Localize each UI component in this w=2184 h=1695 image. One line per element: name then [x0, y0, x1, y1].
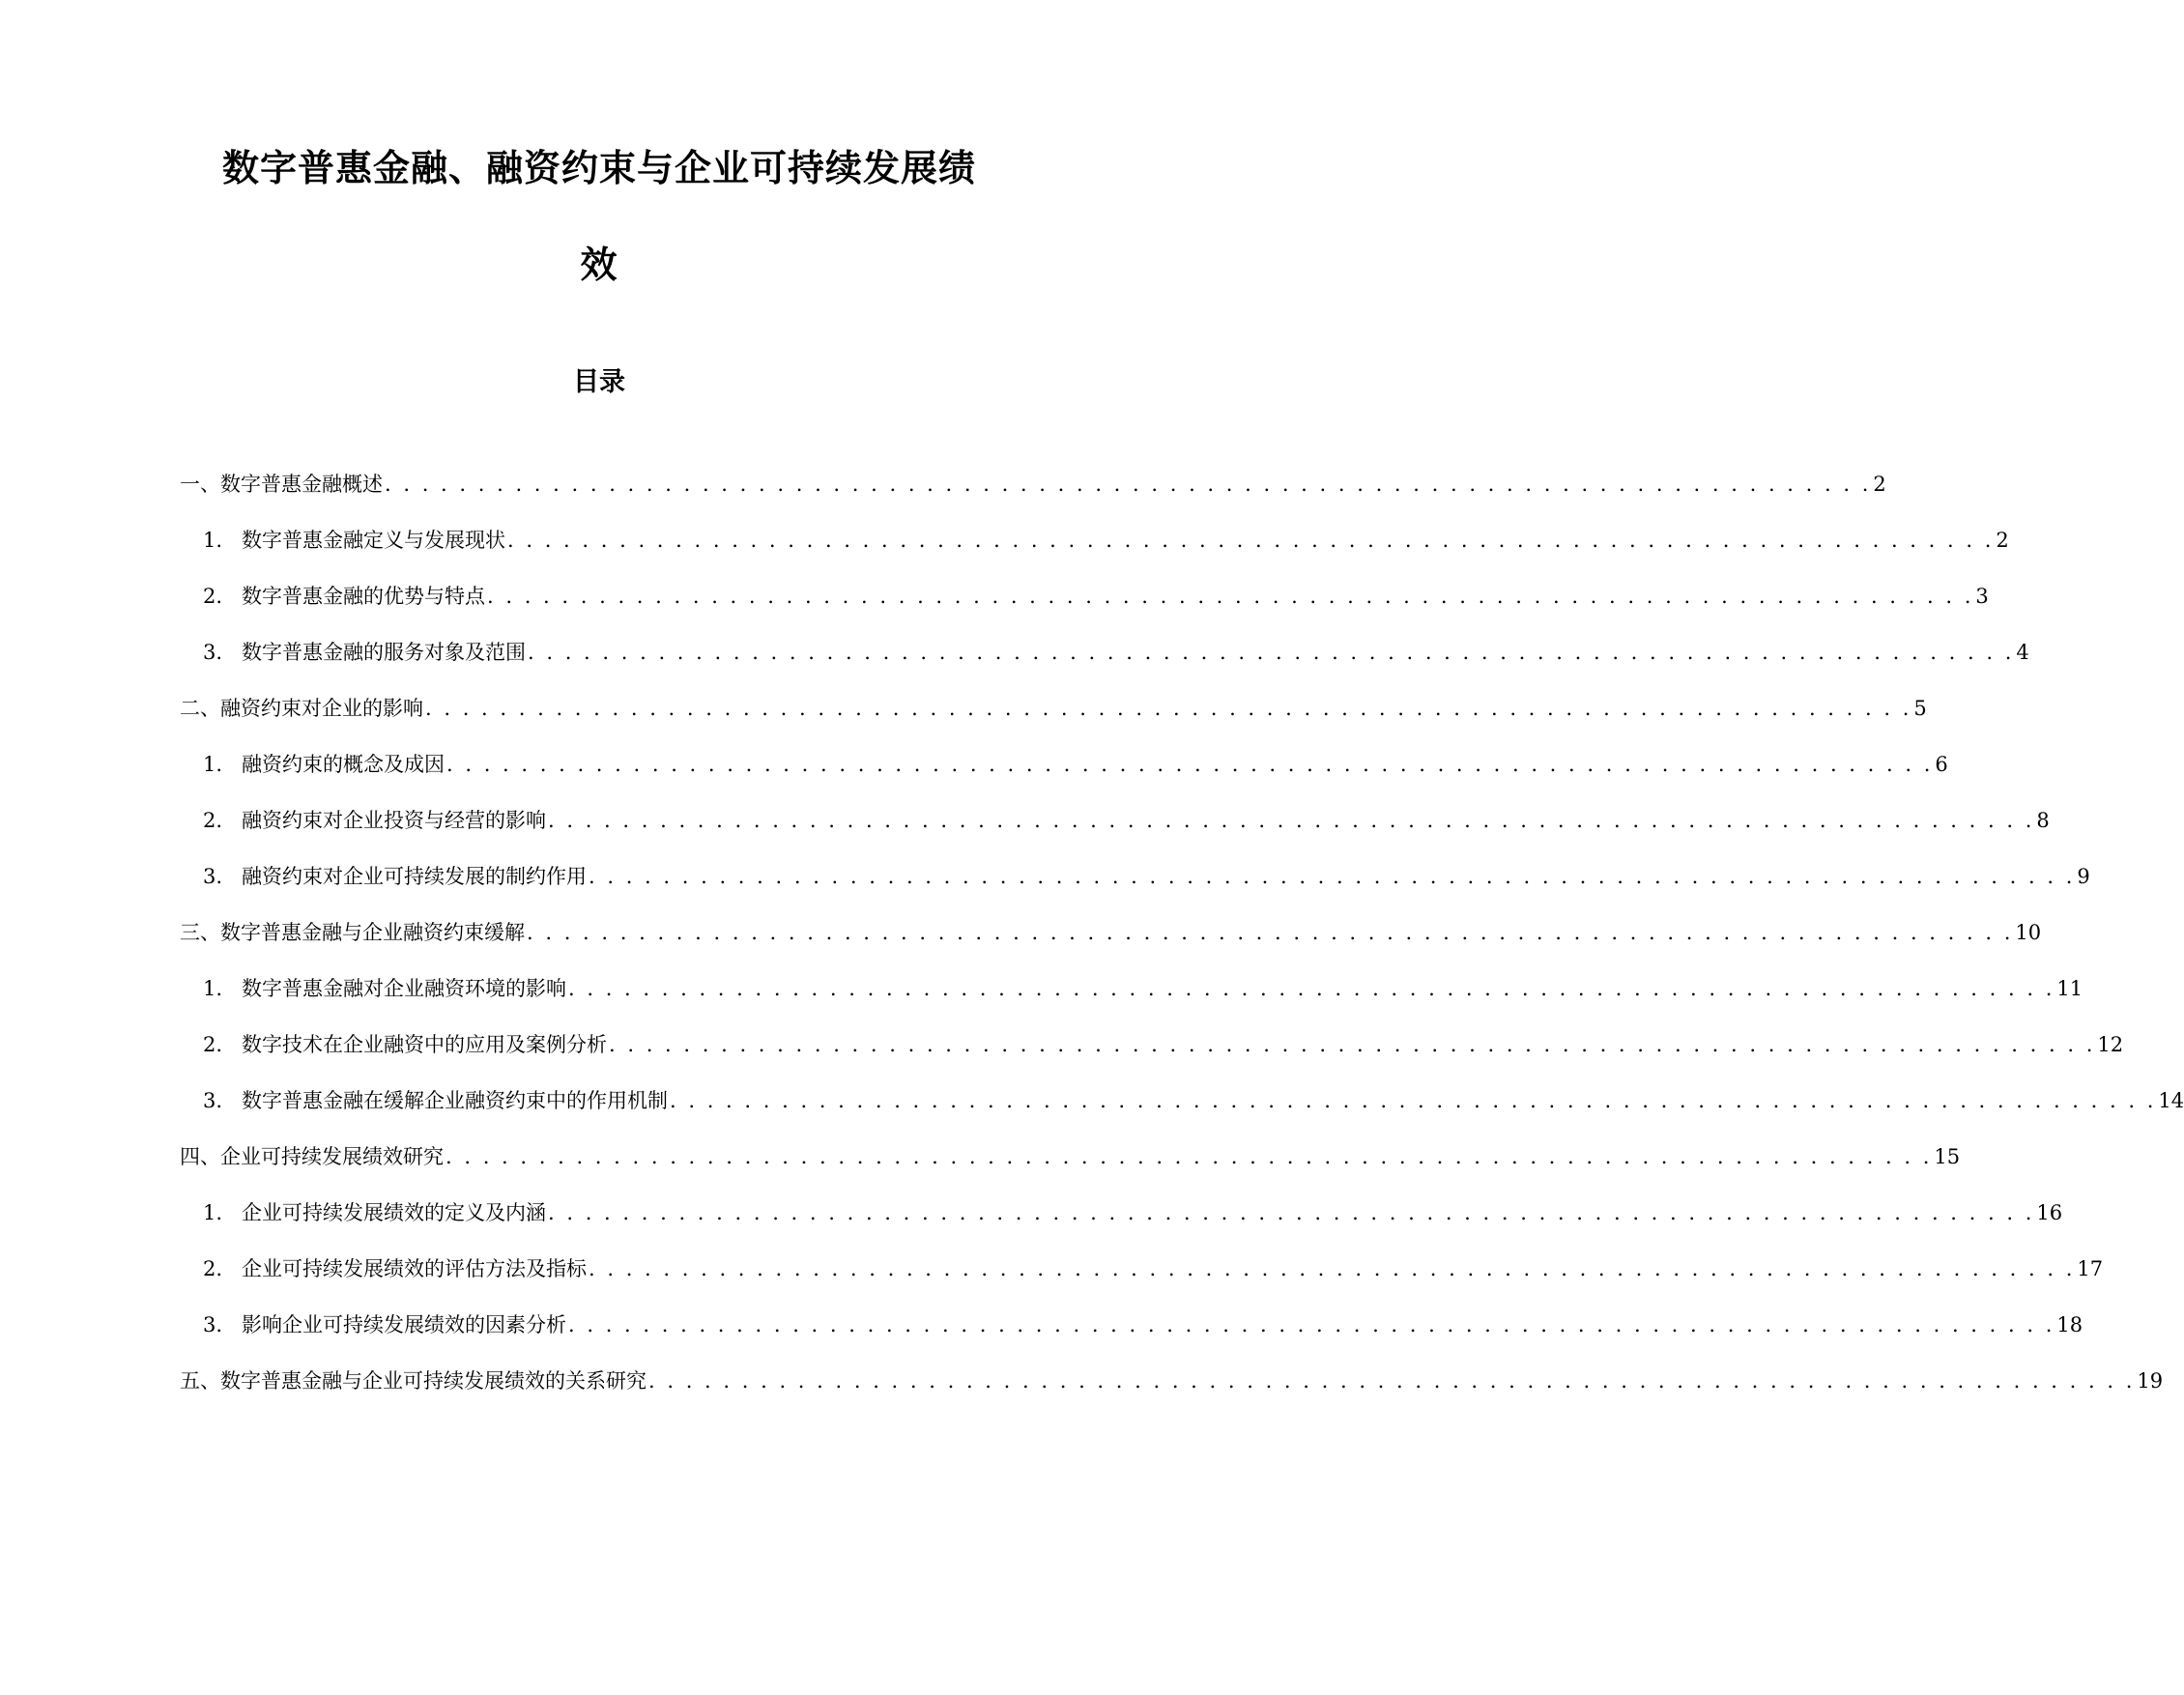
toc-section-entry[interactable]	[180, 1366, 2164, 1395]
toc-entry-title: 影响企业可持续发展绩效的因素分析	[242, 1313, 566, 1336]
toc-dot-leader: . . . . . . . . . . . . . . . . . . . . . . . . . . . . . . . . . . . . . . . . . . . . . . . . . . . . . . . . . . . . . . . . . . . . . . . . . . . . . . . .	[670, 1089, 2157, 1112]
toc-entry-number: 2.	[203, 1033, 223, 1056]
toc-dot-leader: . . . . . . . . . . . . . . . . . . . . . . . . . . . . . . . . . . . . . . . . . . . . . . . . . . . . . . . . . . . . . . . . . . . . . . . . . . . . . . . .	[425, 697, 1912, 720]
toc-page-number: 2	[1873, 473, 1886, 496]
toc-entry-title: 数字普惠金融定义与发展现状	[242, 529, 505, 552]
toc-page-number: 16	[2036, 1201, 2063, 1224]
toc-subsection-entry[interactable]	[203, 974, 2083, 1003]
toc-dot-leader: . . . . . . . . . . . . . . . . . . . . . . . . . . . . . . . . . . . . . . . . . . . . . . . . . . . . . . . . . . . . . . . . . . . . . . . . . . . . . . . .	[487, 585, 1974, 608]
toc-page-number: 12	[2097, 1033, 2124, 1056]
toc-entry-title: 融资约束的概念及成因	[242, 753, 445, 776]
toc-page-number: 4	[2016, 641, 2029, 664]
toc-subsection-entry[interactable]	[203, 806, 2050, 835]
toc-entry-title: 一、数字普惠金融概述	[180, 473, 383, 496]
toc-subsection-entry[interactable]	[203, 1030, 2124, 1059]
toc-heading: 目录	[573, 367, 625, 397]
toc-entry-number: 3.	[203, 1089, 223, 1112]
toc-entry-number: 3.	[203, 1313, 223, 1336]
toc-dot-leader: . . . . . . . . . . . . . . . . . . . . . . . . . . . . . . . . . . . . . . . . . . . . . . . . . . . . . . . . . . . . . . . . . . . . . . . . . . . . . . . .	[609, 1033, 2096, 1056]
toc-section-entry[interactable]	[180, 918, 2042, 947]
toc-page-number: 10	[2015, 921, 2042, 944]
toc-entry-title: 企业可持续发展绩效的评估方法及指标	[242, 1257, 587, 1280]
toc-subsection-entry[interactable]	[203, 1310, 2083, 1339]
toc-page-number: 5	[1913, 697, 1927, 720]
document-title-line-1: 数字普惠金融、融资约束与企业可持续发展绩	[221, 147, 976, 189]
toc-dot-leader: . . . . . . . . . . . . . . . . . . . . . . . . . . . . . . . . . . . . . . . . . . . . . . . . . . . . . . . . . . . . . . . . . . . . . . . . . . . . . . . .	[528, 641, 2015, 664]
toc-entry-number: 2.	[203, 585, 223, 608]
toc-entry-number: 2.	[203, 1257, 223, 1280]
toc-entry-number: 1.	[203, 977, 223, 1000]
toc-page-number: 11	[2056, 977, 2083, 1000]
toc-entry-title: 数字普惠金融在缓解企业融资约束中的作用机制	[242, 1089, 668, 1112]
toc-entry-title: 数字普惠金融的服务对象及范围	[242, 641, 526, 664]
toc-dot-leader: . . . . . . . . . . . . . . . . . . . . . . . . . . . . . . . . . . . . . . . . . . . . . . . . . . . . . . . . . . . . . . . . . . . . . . . . . . . . . . . .	[589, 1257, 2076, 1280]
toc-entry-number: 1.	[203, 1201, 223, 1224]
toc-entry-number: 1.	[203, 753, 223, 776]
toc-subsection-entry[interactable]	[203, 526, 2009, 555]
toc-subsection-entry[interactable]	[203, 1086, 2184, 1115]
toc-entry-title: 三、数字普惠金融与企业融资约束缓解	[180, 921, 525, 944]
toc-entry-title: 数字普惠金融的优势与特点	[242, 585, 485, 608]
toc-dot-leader: . . . . . . . . . . . . . . . . . . . . . . . . . . . . . . . . . . . . . . . . . . . . . . . . . . . . . . . . . . . . . . . . . . . . . . . . . . . . . . . .	[589, 865, 2076, 888]
toc-entry-number: 2.	[203, 809, 223, 832]
toc-dot-leader: . . . . . . . . . . . . . . . . . . . . . . . . . . . . . . . . . . . . . . . . . . . . . . . . . . . . . . . . . . . . . . . . . . . . . . . . . . . . . . . .	[568, 977, 2055, 1000]
toc-subsection-entry[interactable]	[203, 582, 1989, 611]
toc-page-number: 17	[2077, 1257, 2104, 1280]
toc-subsection-entry[interactable]	[203, 1198, 2063, 1227]
toc-entry-title: 五、数字普惠金融与企业可持续发展绩效的关系研究	[180, 1369, 647, 1393]
toc-dot-leader: . . . . . . . . . . . . . . . . . . . . . . . . . . . . . . . . . . . . . . . . . . . . . . . . . . . . . . . . . . . . . . . . . . . . . . . . . . . . . . . .	[507, 529, 1995, 552]
toc-page-number: 9	[2077, 865, 2090, 888]
toc-page-number: 2	[1996, 529, 2009, 552]
toc-dot-leader: . . . . . . . . . . . . . . . . . . . . . . . . . . . . . . . . . . . . . . . . . . . . . . . . . . . . . . . . . . . . . . . . . . . . . . . . . . . . . . . .	[568, 1313, 2055, 1336]
document-title-line-2: 效	[580, 244, 618, 286]
toc-entry-number: 3.	[203, 865, 223, 888]
toc-subsection-entry[interactable]	[203, 862, 2090, 891]
toc-dot-leader: . . . . . . . . . . . . . . . . . . . . . . . . . . . . . . . . . . . . . . . . . . . . . . . . . . . . . . . . . . . . . . . . . . . . . . . . . . . . . . . .	[548, 809, 2035, 832]
toc-section-entry[interactable]	[180, 1142, 1961, 1171]
toc-entry-title: 四、企业可持续发展绩效研究	[180, 1145, 444, 1168]
toc-page-number: 6	[1935, 753, 1948, 776]
toc-entry-number: 1.	[203, 529, 223, 552]
toc-subsection-entry[interactable]	[203, 1254, 2104, 1283]
toc-page-number: 3	[1975, 585, 1989, 608]
toc-dot-leader: . . . . . . . . . . . . . . . . . . . . . . . . . . . . . . . . . . . . . . . . . . . . . . . . . . . . . . . . . . . . . . . . . . . . . . . . . . . . . . . .	[548, 1201, 2035, 1224]
toc-entry-title: 融资约束对企业投资与经营的影响	[242, 809, 546, 832]
toc-subsection-entry[interactable]	[203, 750, 1948, 779]
toc-dot-leader: . . . . . . . . . . . . . . . . . . . . . . . . . . . . . . . . . . . . . . . . . . . . . . . . . . . . . . . . . . . . . . . . . . . . . . . . . . . . . . . .	[648, 1369, 2136, 1393]
toc-section-entry[interactable]	[180, 694, 1927, 723]
toc-page-number: 8	[2036, 809, 2050, 832]
toc-section-entry[interactable]	[180, 470, 1886, 499]
toc-dot-leader: . . . . . . . . . . . . . . . . . . . . . . . . . . . . . . . . . . . . . . . . . . . . . . . . . . . . . . . . . . . . . . . . . . . . . . . . . . . . . . . .	[446, 753, 1934, 776]
toc-dot-leader: . . . . . . . . . . . . . . . . . . . . . . . . . . . . . . . . . . . . . . . . . . . . . . . . . . . . . . . . . . . . . . . . . . . . . . . . . . . . . . . .	[445, 1145, 1933, 1168]
toc-dot-leader: . . . . . . . . . . . . . . . . . . . . . . . . . . . . . . . . . . . . . . . . . . . . . . . . . . . . . . . . . . . . . . . . . . . . . . . . . . . . . . . .	[527, 921, 2014, 944]
toc-dot-leader: . . . . . . . . . . . . . . . . . . . . . . . . . . . . . . . . . . . . . . . . . . . . . . . . . . . . . . . . . . . . . . . . . . . . . . . . . . . . . . . .	[385, 473, 1872, 496]
toc-entry-title: 企业可持续发展绩效的定义及内涵	[242, 1201, 546, 1224]
toc-entry-number: 3.	[203, 641, 223, 664]
toc-page-number: 19	[2137, 1369, 2164, 1393]
toc-subsection-entry[interactable]	[203, 638, 2029, 667]
toc-page-number: 15	[1934, 1145, 1961, 1168]
toc-page-number: 14	[2158, 1089, 2184, 1112]
toc-entry-title: 数字技术在企业融资中的应用及案例分析	[242, 1033, 607, 1056]
toc-entry-title: 二、融资约束对企业的影响	[180, 697, 423, 720]
toc-entry-title: 数字普惠金融对企业融资环境的影响	[242, 977, 566, 1000]
toc-page-number: 18	[2056, 1313, 2083, 1336]
toc-entry-title: 融资约束对企业可持续发展的制约作用	[242, 865, 587, 888]
